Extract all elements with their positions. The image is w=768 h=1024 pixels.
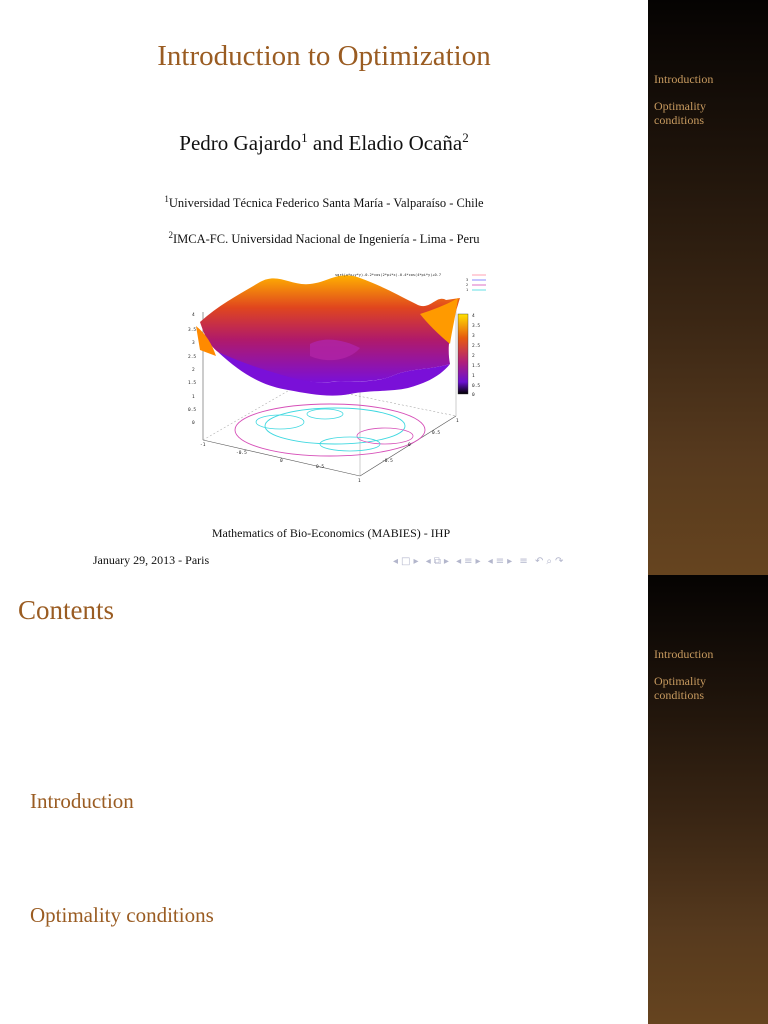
x-tick: 0: [280, 459, 283, 464]
slide-title: Contents: [18, 595, 115, 625]
y-tick: 0.5: [432, 431, 441, 436]
colorbar-tick: 2.5: [472, 344, 481, 349]
sidebar-nav: [654, 72, 764, 140]
authors: [0, 130, 648, 156]
legend-entry: 3: [466, 278, 469, 282]
x-tick: -1: [200, 443, 206, 448]
colorbar-tick: 4: [472, 314, 475, 319]
event-date: January 29, 2013 - Paris: [92, 553, 210, 567]
author-2: Eladio Ocaña: [348, 131, 463, 155]
z-tick: 0: [192, 421, 195, 426]
sidebar: [648, 0, 768, 575]
x-tick: 0.5: [316, 465, 325, 470]
section-prev-icon[interactable]: ◂: [456, 556, 463, 567]
presentation-icon[interactable]: ≡: [495, 556, 506, 567]
author-1: Pedro Gajardo: [179, 131, 302, 155]
affiliation-2-mark: 2: [168, 230, 173, 240]
beamer-navigation: [392, 556, 565, 567]
slide-title: Introduction to Optimization: [157, 40, 491, 72]
section-next-icon[interactable]: ▸: [475, 556, 482, 567]
colorbar-tick: 1.5: [472, 364, 481, 369]
frame-prev-icon[interactable]: ◂: [393, 556, 400, 567]
sidebar-item-optimality-conditions[interactable]: Optimality conditions: [654, 99, 706, 127]
contents-slide: [0, 575, 768, 1024]
event-name: Mathematics of Bio-Economics (MABIES) - IHP: [211, 526, 451, 540]
search-icon[interactable]: ⌕: [546, 556, 553, 567]
subsection-prev-icon[interactable]: ◂: [425, 556, 432, 567]
y-tick: -0.5: [382, 459, 393, 464]
sidebar-item-introduction[interactable]: Introduction: [654, 72, 714, 86]
toc-item-introduction[interactable]: Introduction: [30, 789, 134, 813]
toc-item-optimality-conditions[interactable]: Optimality conditions: [30, 903, 214, 927]
author-2-affil-mark: 2: [462, 130, 469, 145]
back-icon[interactable]: ↶: [534, 556, 545, 567]
author-1-affil-mark: 1: [301, 130, 308, 145]
sidebar: [648, 575, 768, 1024]
author-joiner: and: [307, 131, 349, 155]
affiliation-1-text: Universidad Técnica Federico Santa María - Valparaíso - Chile: [168, 196, 484, 211]
z-tick: 1: [192, 395, 195, 400]
x-tick: 1: [358, 479, 361, 484]
sidebar-item-introduction[interactable]: Introduction: [654, 647, 714, 661]
colorbar-tick: 1: [472, 374, 475, 379]
z-tick: 3: [192, 341, 195, 346]
affiliation-2-text: IMCA-FC. Universidad Nacional de Ingeniería - Lima - Peru: [172, 232, 480, 247]
forward-icon[interactable]: ↷: [554, 556, 565, 567]
z-tick: 1.5: [188, 381, 197, 386]
z-tick: 2: [192, 368, 195, 373]
affiliation-2: [0, 230, 648, 247]
colorbar-tick: 3: [472, 334, 475, 339]
colorbar-tick: 0.5: [472, 384, 481, 389]
surface-plot-image: [160, 264, 494, 494]
legend-entry: 2: [466, 283, 469, 287]
colorbar-tick: 0: [472, 393, 475, 398]
colorbar-tick: 2: [472, 354, 475, 359]
sidebar-nav: [654, 647, 764, 715]
colorbar-tick: 3.5: [472, 324, 481, 329]
subsection-icon[interactable]: ⧉: [433, 556, 442, 567]
legend-entry: 1: [466, 288, 469, 292]
frame-icon[interactable]: □: [401, 556, 412, 567]
surface-plot: [160, 264, 494, 494]
frame-next-icon[interactable]: ▸: [413, 556, 420, 567]
z-axis-ticks: [188, 312, 196, 426]
affiliation-1: [0, 194, 648, 211]
presentation-prev-icon[interactable]: ◂: [487, 556, 494, 567]
y-tick: 0: [408, 443, 411, 448]
affiliation-1-mark: 1: [164, 194, 169, 204]
subsection-next-icon[interactable]: ▸: [443, 556, 450, 567]
z-tick: 4: [192, 313, 195, 318]
legend-entry: sqrt(x*x+y*y)-0.2*cos(2*pi*x)-0.4*cos(4*pi*y)+0.7: [335, 273, 442, 277]
x-tick: -0.5: [236, 451, 247, 456]
xy-axis-ticks: [200, 418, 459, 484]
colorbar-ticks: [472, 313, 480, 398]
sidebar-item-optimality-conditions[interactable]: Optimality conditions: [654, 674, 706, 702]
align-icon[interactable]: ≡: [519, 556, 529, 567]
presentation-next-icon[interactable]: ▸: [507, 556, 514, 567]
z-tick: 0.5: [188, 408, 197, 413]
section-icon[interactable]: ≡: [464, 556, 474, 567]
y-tick: 1: [456, 419, 459, 424]
z-tick: 2.5: [188, 355, 197, 360]
colorbar: [458, 314, 468, 394]
z-tick: 3.5: [188, 328, 197, 333]
